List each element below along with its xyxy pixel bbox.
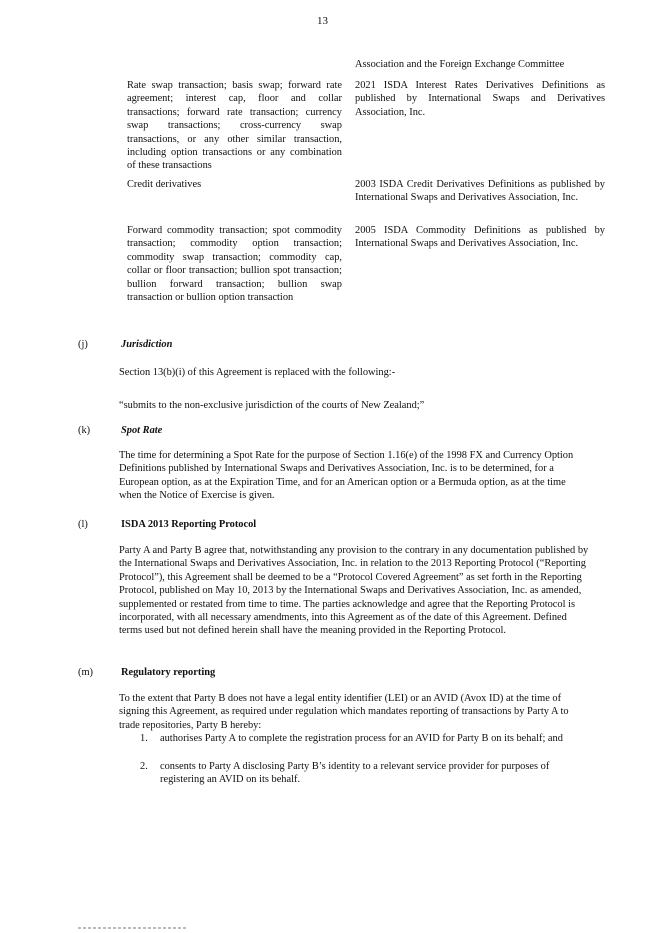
section-title: ISDA 2013 Reporting Protocol [121, 519, 257, 530]
section-paragraph: To the extent that Party B does not have a legal entity identifier (LEI) or an AVID (Avox ID) at the time of signing this Agreement, as required under regulation which mandates reporting of transactions by Party A to trade repositories, Party B hereby: [119, 693, 569, 731]
section-title: Regulatory reporting [121, 667, 216, 678]
section-label: (m) [78, 667, 94, 678]
section-label: (k) [78, 425, 91, 436]
definitions-left-cell: Credit derivatives [127, 179, 202, 190]
page-number: 13 [317, 15, 328, 27]
footer-reference-mark [78, 927, 188, 929]
list-item-text: consents to Party A disclosing Party B’s identity to a relevant service provider for purposes of registering an AVID on its behalf. [160, 761, 550, 786]
section-title: Spot Rate [121, 425, 163, 436]
section-label: (j) [78, 339, 88, 350]
section-label: (l) [78, 519, 88, 530]
definitions-left-cell: Rate swap transaction; basis swap; forward rate agreement; interest cap, floor and collar transactions; forward rate transaction; currency swap transactions; cross-currency swap transactions, or any other similar transaction, including option transactions or any combination of these transactions [127, 80, 342, 172]
list-item-number: 2. [140, 761, 148, 772]
definitions-right-cell: 2021 ISDA Interest Rates Derivatives Definitions as published by International Swaps and Derivatives Association, Inc. [355, 80, 605, 118]
definitions-right-cell: 2005 ISDA Commodity Definitions as published by International Swaps and Derivatives Association, Inc. [355, 225, 605, 250]
definitions-right-cell: 2003 ISDA Credit Derivatives Definitions as published by International Swaps and Derivatives Association, Inc. [355, 179, 605, 204]
definitions-right-cell: Association and the Foreign Exchange Committee [355, 59, 565, 70]
section-title: Jurisdiction [121, 339, 173, 350]
section-paragraph: “submits to the non-exclusive jurisdiction of the courts of New Zealand;” [119, 400, 425, 411]
section-paragraph: Section 13(b)(i) of this Agreement is replaced with the following:- [119, 367, 396, 378]
definitions-left-cell: Forward commodity transaction; spot commodity transaction; commodity option transaction; commodity swap transaction; commodity cap, collar or floor transaction; bullion spot transaction; bullion forward transaction; bullion swap transaction or bullion option transaction [127, 225, 342, 304]
section-paragraph: The time for determining a Spot Rate for the purpose of Section 1.16(e) of the 1998 FX and Currency Option Definitions published by International Swaps and Derivatives Association, Inc. is to be determined, for a European option, as at the Expiration Time, and for an American option or a Bermuda option, as at the time when the Notice of Exercise is given. [119, 450, 574, 502]
list-item-text: authorises Party A to complete the registration process for an AVID for Party B on its behalf; and [160, 733, 563, 744]
section-paragraph: Party A and Party B agree that, notwithstanding any provision to the contrary in any documentation published by the International Swaps and Derivatives Association, Inc. in relation to the 2013 Reporting Protocol (“Reporting Protocol”), this Agreement shall be deemed to be a “Protocol Covered Agreement” as set forth in the Reporting Protocol, published on May 10, 2013 by the International Swaps and Derivatives Association, Inc. as amended, supplemented or restated from time to time. The parties acknowledge and agree that the Reporting Protocol is incorporated, with all necessary amendments, into this Agreement as of the date of this Agreement. Defined terms used but not defined herein shall have the meaning provided in the Reporting Protocol. [119, 545, 589, 637]
list-item-number: 1. [140, 733, 148, 744]
